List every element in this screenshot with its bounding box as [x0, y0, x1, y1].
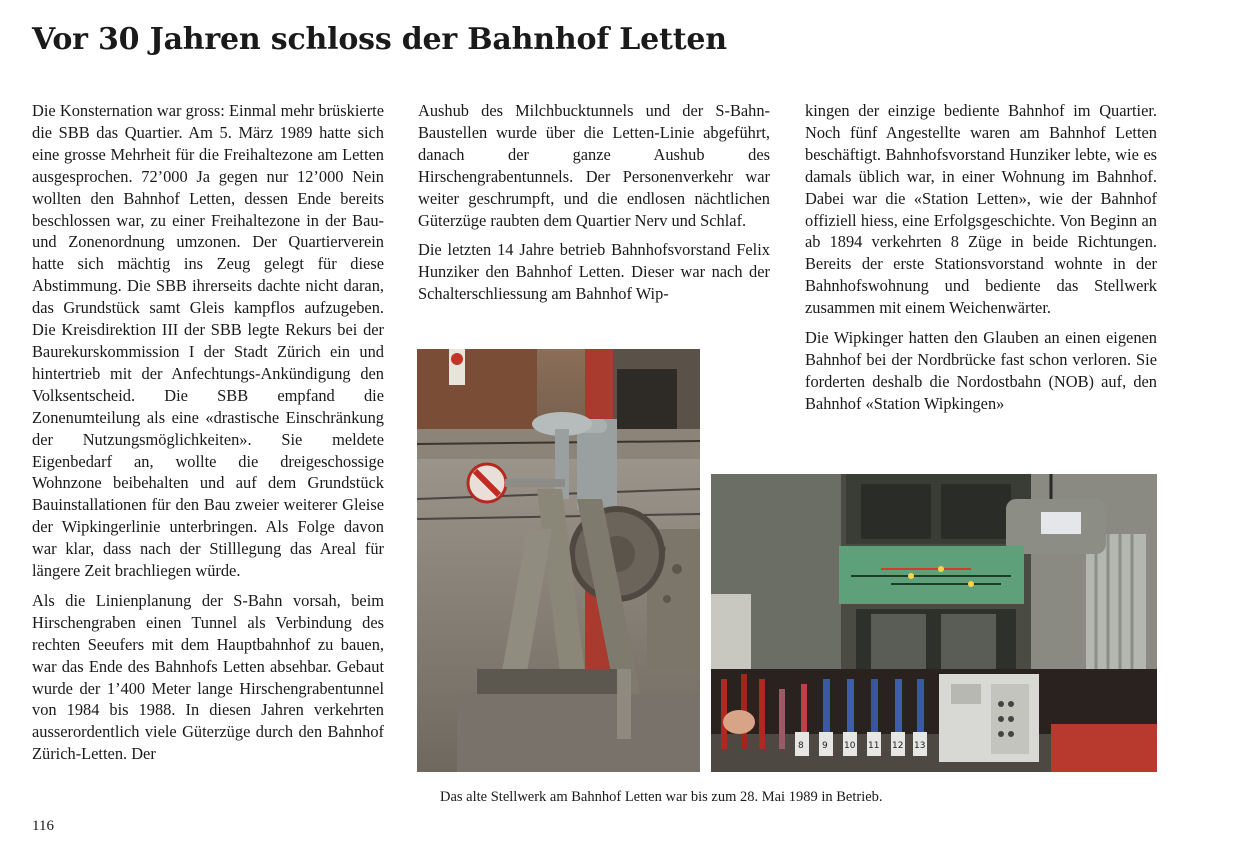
- article-title: Vor 30 Jahren schloss der Bahnhof Letten: [32, 22, 727, 57]
- lever-label: 9: [822, 741, 828, 751]
- lever-label: 8: [798, 741, 804, 751]
- paragraph: Die letzten 14 Jahre betrieb Bahnhofsvorstand Felix Hunziker den Bahnhof Letten. Dieser war nach der Schalterschliessung am Bahnhof Wip-: [418, 240, 770, 304]
- text-column-2: [418, 100, 770, 313]
- text-column-1: [32, 100, 384, 773]
- lever-label: 11: [868, 741, 880, 751]
- text-column-3: [805, 100, 1157, 423]
- track-diagram-icon: [839, 546, 1024, 604]
- photo-signal-mechanism: [417, 349, 700, 772]
- photo-signal-box-interior: [711, 474, 1157, 772]
- lever-label: 13: [914, 741, 926, 751]
- page-number: 116: [32, 818, 54, 834]
- paragraph: kingen der einzige bediente Bahnhof im Quartier. Noch fünf Angestellte waren am Bahnhof Letten beschäftigt. Bahnhofsvorstand Hunziker lebte, wie es damals üblich war, in einer Wohnung im Bahnhof. Dabei war die «Station Letten», wie der Bahnhof offiziell hiess, eine Erfolgsgeschichte. Von Beginn an ab 1894 verkehrten 8 Züge in beide Richtungen. Bereits der erste Stationsvorstand wohnte in der Bahnhofswohnung und bediente das Stellwerk zusammen mit einem Weichenwärter.: [805, 101, 1157, 318]
- lever-label: 10: [844, 741, 856, 751]
- paragraph: Aushub des Milchbucktunnels und der S-Bahn-Baustellen wurde über die Letten-Linie abgeführt, danach der ganze Aushub des Hirschengrabentunnels. Der Personenverkehr war weiter geschrumpft, und die endlosen nächtlichen Güterzüge raubten dem Quartier Nerv und Schlaf.: [418, 101, 770, 230]
- lever-label: 12: [892, 741, 904, 751]
- paragraph: Als die Linienplanung der S-Bahn vorsah, beim Hirschengraben einen Tunnel als Verbindung des rechten Seeufers mit dem Hauptbahnhof zu bauen, war das Ende des Bahnhofs Letten absehbar. Gebaut wurde der 1’400 Meter lange Hirschengrabentunnel von 1984 bis 1988. In diesen Jahren verkehrten ausserordentlich viele Güterzüge durch den Bahnhof Zürich-Letten. Der: [32, 590, 384, 764]
- paragraph: Die Konsternation war gross: Einmal mehr brüskierte die SBB das Quartier. Am 5. März 1989 hatte sich eine grosse Mehrheit für die Freihaltezone am Letten ausgesprochen. 72’000 Ja gegen nur 12’000 Nein wollten den Bahnhof Letten, dessen Ende bereits beschlossen war, zu einer Freihaltezone in der Bau- und Zonenordnung umzonen. Der Quartierverein hatte sich mächtig ins Zeug gelegt für diese Abstimmung. Die SBB ihrerseits dachte nicht daran, das Grundstück samt Gleis kampflos aufzugeben. Die Kreisdirektion III der SBB legte Rekurs bei der Baurekurskommission I der Stadt Zürich ein und hintertrieb mit der Anfechtungs-Ankündigung den Volksentscheid. Die SBB empfand die Zonenumteilung als eine «drastische Einschränkung der Nutzungsmöglichkeiten». Sie meldete Eigenbedarf an, wollte die dreigeschossige Wohnzone beibehalten und auf dem Grundstück Bauinstallationen für den Bau zweier weiterer Gleise der Wipkingerlinie unterbringen. Als Folge davon war klar, dass nach der Stilllegung das Areal für längere Zeit brachliegen würde.: [32, 101, 384, 581]
- photo-caption: Das alte Stellwerk am Bahnhof Letten war bis zum 28. Mai 1989 in Betrieb.: [440, 789, 883, 805]
- signal-box-illustration: [711, 474, 1157, 772]
- control-panel-icon: [939, 674, 1039, 762]
- signal-mechanism-illustration: [417, 349, 700, 772]
- paragraph: Die Wipkinger hatten den Glauben an einen eigenen Bahnhof bei der Nordbrücke fast schon verloren. Sie forderten deshalb die Nordostbahn (NOB) auf, den Bahnhof «Station Wipkingen»: [805, 328, 1157, 413]
